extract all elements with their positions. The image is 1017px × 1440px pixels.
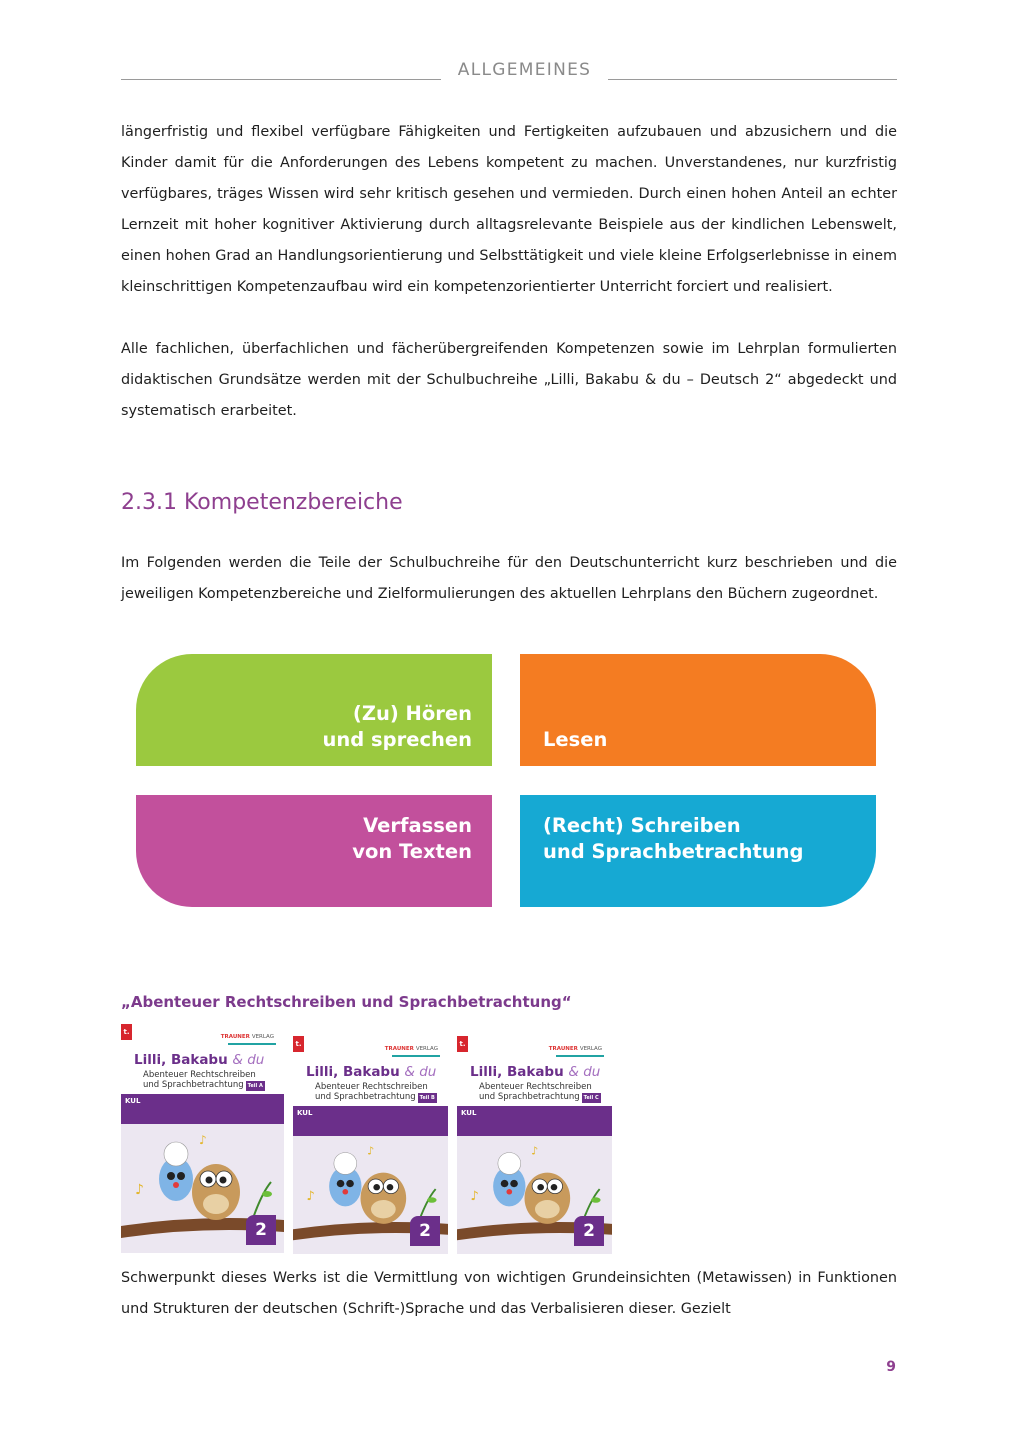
publisher-logo: t. <box>121 1024 132 1040</box>
svg-text:♪: ♪ <box>135 1182 144 1198</box>
cover-subtitle <box>143 1070 265 1091</box>
paragraph-competence-intro: längerfristig und flexibel verfügbare Fähigkeiten und Fertigkeiten aufzubauen und abzusichern und die Kinder damit für die Anforderungen des Lebens kompetent zu machen. Unverstandenes, nur kurzfristig verfügbares, träges Wissen wird sehr kritisch gesehen und vermieden. Durch einen hohen Anteil an echter Lernzeit mit hoher kognitiver Aktivierung durch alltagsrelevante Beispiele aus der kindlichen Lebenswelt, einen hohen Grad an Handlungsorientierung und Selbsttätigkeit und viele kleine Erfolgserlebnisse in einem kleinschrittigen Kompetenzaufbau wird ein kompetenzorientierter Unterricht forciert und realisiert. <box>121 124 897 295</box>
svg-text:♪: ♪ <box>531 1144 539 1158</box>
grade-badge: 2 <box>246 1215 276 1245</box>
paragraph-section-intro: Im Folgenden werden die Teile der Schulbuchreihe für den Deutschunterricht kurz beschrieben und die jeweiligen Kompetenzbereiche und Zielformulierungen des aktuellen Lehrplans den Büchern zugeordnet. <box>121 555 897 602</box>
tile-hoeren-sprechen <box>136 654 492 766</box>
series-logo: KUL <box>125 1097 141 1105</box>
tile-schreiben-sprachbetrachtung <box>520 795 876 907</box>
book-cover-teil-c <box>457 1036 612 1254</box>
cover-illustration <box>457 1136 612 1254</box>
svg-text:♪: ♪ <box>199 1133 207 1147</box>
publisher-name: TRAUNER VERLAG <box>384 1046 438 1052</box>
series-brand: Lilli, Bakabu & du <box>134 1052 265 1068</box>
cover-subtitle-line2: und Sprachbetrachtung Teil B <box>315 1092 435 1102</box>
publisher-logo: t. <box>293 1036 304 1052</box>
tile-label-line1: Lesen <box>543 728 608 751</box>
grade-badge: 2 <box>574 1216 604 1246</box>
cover-subtitle-line2: und Sprachbetrachtung Teil C <box>479 1092 599 1102</box>
part-badge: Teil C <box>583 1095 599 1101</box>
cover-subtitle-line1: Abenteuer Rechtschreiben <box>143 1070 256 1080</box>
tile-lesen <box>520 654 876 766</box>
cover-subtitle <box>315 1082 437 1103</box>
header-rule-right <box>608 79 897 80</box>
cover-band <box>121 1094 284 1124</box>
book-cover-teil-a <box>121 1024 284 1253</box>
tile-label-line2: und Sprachbetrachtung <box>543 840 804 863</box>
cover-subtitle-line1: Abenteuer Rechtschreiben <box>315 1082 428 1092</box>
part-badge: Teil B <box>419 1095 435 1101</box>
publisher-logo: t. <box>457 1036 468 1052</box>
tile-label-line1: (Zu) Hören <box>352 702 472 725</box>
publisher-underline <box>556 1055 604 1057</box>
tile-label-line2: und sprechen <box>322 728 472 751</box>
header-rule-left <box>121 79 441 80</box>
paragraph-book-description: Schwerpunkt dieses Werks ist die Vermittlung von wichtigen Grundeinsichten (Metawissen) in Funktionen und Strukturen der deutschen (Schrift-)Sprache und das Verbalisieren dieser. Gezielt <box>121 1270 897 1317</box>
cover-subtitle <box>479 1082 601 1103</box>
tile-label-line1: (Recht) Schreiben <box>543 814 741 837</box>
book-cover-teil-b <box>293 1036 448 1254</box>
series-logo: KUL <box>461 1109 477 1117</box>
running-header <box>121 58 897 88</box>
section-heading: 2.3.1 Kompetenzbereiche <box>121 490 403 515</box>
svg-text:♪: ♪ <box>306 1189 315 1204</box>
header-title: ALLGEMEINES <box>457 60 592 80</box>
cover-subtitle-line2: und Sprachbetrachtung Teil A <box>143 1080 263 1090</box>
series-brand: Lilli, Bakabu & du <box>306 1064 437 1080</box>
publisher-underline <box>392 1055 440 1057</box>
series-brand: Lilli, Bakabu & du <box>470 1064 601 1080</box>
publisher-name: TRAUNER VERLAG <box>548 1046 602 1052</box>
tile-label-line1: Verfassen <box>363 814 472 837</box>
grade-badge: 2 <box>410 1216 440 1246</box>
tile-label-line2: von Texten <box>352 840 472 863</box>
publisher-name: TRAUNER VERLAG <box>220 1034 274 1040</box>
publisher-underline <box>228 1043 276 1045</box>
svg-text:♪: ♪ <box>470 1189 479 1204</box>
cover-illustration <box>121 1124 284 1253</box>
series-logo: KUL <box>297 1109 313 1117</box>
cover-band <box>293 1106 448 1136</box>
cover-band <box>457 1106 612 1136</box>
tile-verfassen-von-texten <box>136 795 492 907</box>
svg-text:♪: ♪ <box>367 1144 375 1158</box>
book-title: „Abenteuer Rechtschreiben und Sprachbetrachtung“ <box>121 993 572 1011</box>
cover-illustration <box>293 1136 448 1254</box>
part-badge: Teil A <box>247 1083 263 1089</box>
paragraph-curriculum: Alle fachlichen, überfachlichen und fächerübergreifenden Kompetenzen sowie im Lehrplan formulierten didaktischen Grundsätze werden mit der Schulbuchreihe „Lilli, Bakabu & du – Deutsch 2“ abgedeckt und systematisch erarbeitet. <box>121 341 897 419</box>
cover-subtitle-line1: Abenteuer Rechtschreiben <box>479 1082 592 1092</box>
page-number: 9 <box>886 1359 896 1375</box>
